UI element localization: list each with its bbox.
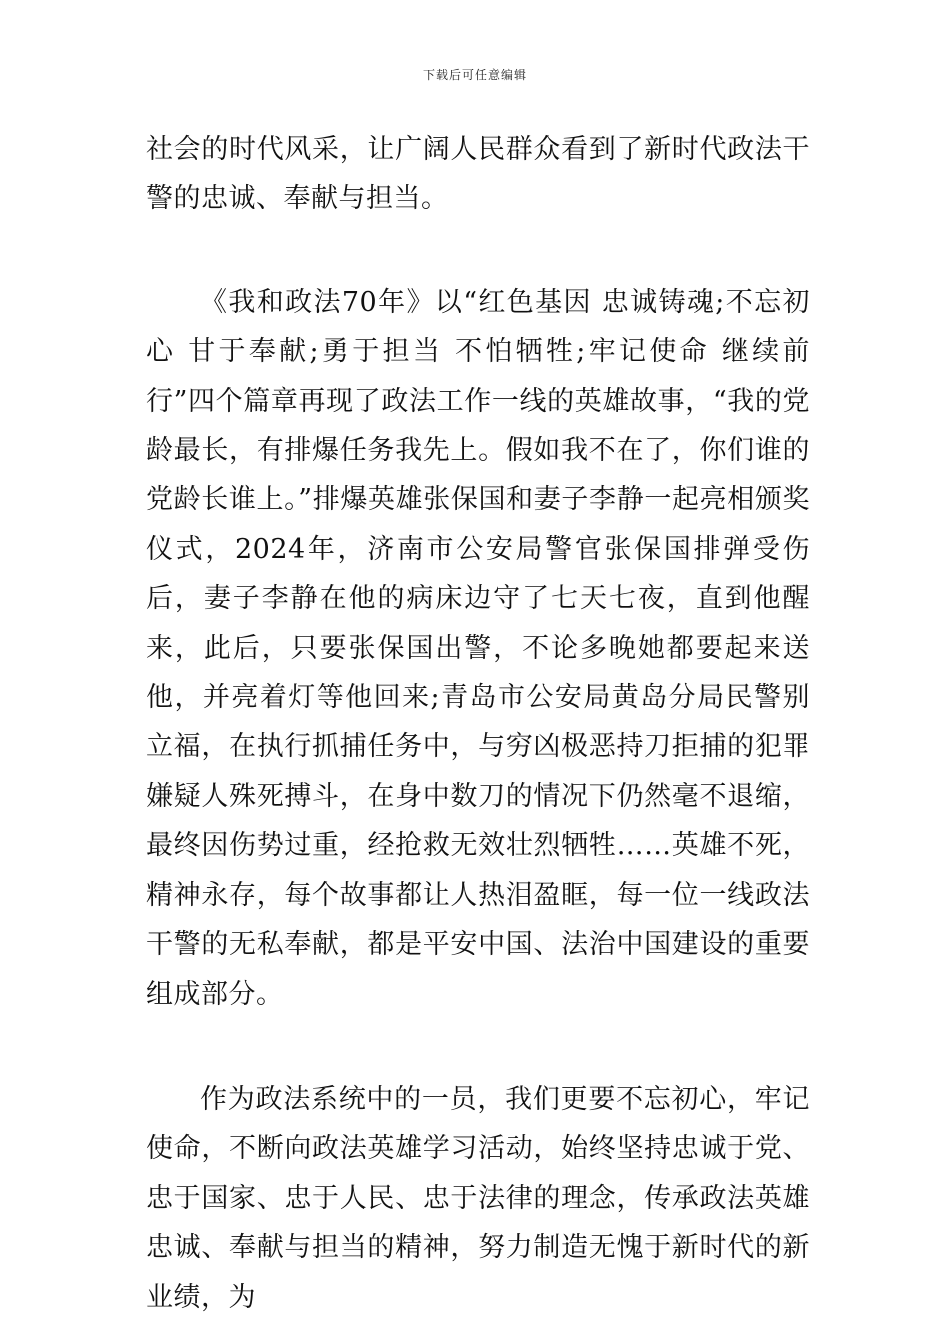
paragraph-continuation: 社会的时代风采，让广阔人民群众看到了新时代政法干警的忠诚、奉献与担当。 (146, 134, 810, 215)
page-header-note: 下载后可任意编辑 (422, 68, 527, 82)
paragraph-commitment: 作为政法系统中的一员，我们更要不忘初心，牢记使命，不断向政法英雄学习活动，始终坚持忠诚于党、忠于国家、忠于人民、忠于法律的理念，传承政法英雄忠诚、奉献与担当的精神，努力制造无愧于新时代的新业绩，为 (146, 1083, 810, 1313)
paragraph-spacer (146, 1019, 810, 1075)
document-body (146, 125, 810, 1322)
paragraph-spacer (146, 224, 810, 278)
paragraph-heroes-stories: 《我和政法70年》以“红色基因 忠诚铸魂;不忘初心 甘于奉献;勇于担当 不怕牺牲;牢记使命 继续前行”四个篇章再现了政法工作一线的英雄故事，“我的党龄最长，有排爆任务我先上。假如我不在了，你们谁的党龄长谁上。”排爆英雄张保国和妻子李静一起亮相颁奖仪式，2024年，济南市公安局警官张保国排弹受伤后，妻子李静在他的病床边守了七天七夜，直到他醒来，此后，只要张保国出警，不论多晚她都要起来送他，并亮着灯等他回来;青岛市公安局黄岛分局民警别立福，在执行抓捕任务中，与穷凶极恶持刀拒捕的犯罪嫌疑人殊死搏斗，在身中数刀的情况下仍然毫不退缩，最终因伤势过重，经抢救无效壮烈牺牲……英雄不死，精神永存，每个故事都让人热泪盈眶，每一位一线政法干警的无私奉献，都是平安中国、法治中国建设的重要组成部分。 (146, 286, 810, 1010)
